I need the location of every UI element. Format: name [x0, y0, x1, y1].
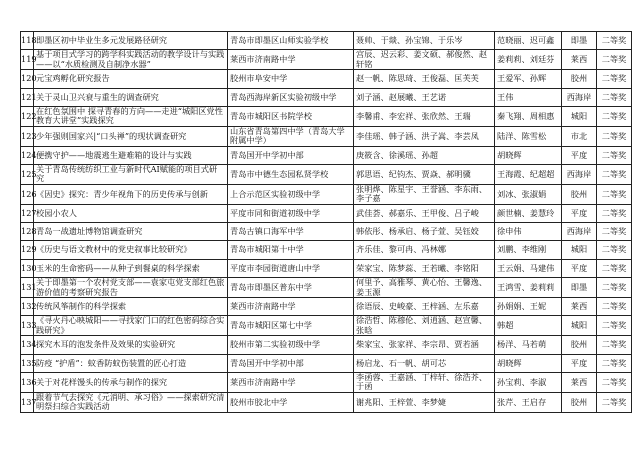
prize-level: 二等奖: [597, 88, 632, 106]
teacher-names: 徐申伟: [495, 223, 562, 241]
table-row: [21, 184, 632, 204]
student-names: 聂帅、于燚、孙宝锦、于乐岑: [354, 32, 495, 50]
project-title: 防疫 “护盾”：蚊香防蚊伤装置的匠心打造: [34, 354, 228, 372]
prize-level: 二等奖: [597, 392, 632, 412]
region-name: 胶州: [562, 336, 597, 354]
prize-level: 二等奖: [597, 126, 632, 146]
student-names: 荣家宝、陈梦蕊、王若曦、李铭阳: [354, 259, 495, 277]
project-title: 《因史》探究：青少年视角下的历史传承与创新: [34, 184, 228, 204]
project-title: 《寻火丹心映城阳——寻找家门口的红色密码综合实践研究》: [34, 316, 228, 336]
prize-level: 二等奖: [597, 204, 632, 222]
prize-level: 二等奖: [597, 241, 632, 259]
project-title: 即墨区初中毕业生多元发展路径研究: [34, 32, 228, 50]
teacher-names: 姜莉莉、刘廷芬: [495, 50, 562, 70]
region-name: 城阳: [562, 106, 597, 126]
prize-level: 二等奖: [597, 106, 632, 126]
table-row: [21, 223, 632, 241]
row-number: 135: [21, 354, 34, 372]
table-row: [21, 372, 632, 392]
prize-level: 二等奖: [597, 223, 632, 241]
table-row: [21, 165, 632, 185]
table-row: [21, 204, 632, 222]
teacher-names: 孙娟娟、王妮: [495, 298, 562, 316]
table-row: [21, 316, 632, 336]
table-row: [21, 146, 632, 164]
project-title: 传统风筝制作的科学探索: [34, 298, 228, 316]
row-number: 133: [21, 316, 34, 336]
teacher-names: 胡晓辉: [495, 354, 562, 372]
prize-level: 二等奖: [597, 316, 632, 336]
student-names: 齐乐佳、黎可冉、冯林娜: [354, 241, 495, 259]
prize-level: 二等奖: [597, 70, 632, 88]
region-name: 莱西: [562, 50, 597, 70]
student-names: 宫辰、迟云彩、姜文硕、郝俊然、赵轩铭: [354, 50, 495, 70]
student-names: 郭思语、纪钧杰、贾焱、郝明骥: [354, 165, 495, 185]
region-name: 城阳: [562, 316, 597, 336]
row-number: 123: [21, 126, 34, 146]
school-name: 莱西市济南路中学: [228, 372, 354, 392]
table-row: [21, 32, 632, 50]
project-title: 玉米的生命密码——从种子到餐桌的科学探索: [34, 259, 228, 277]
student-names: 李馨甫、李宏祥、张欣然、王瑞: [354, 106, 495, 126]
project-title: 关于对花样馒头的传承与制作的探究: [34, 372, 228, 392]
student-names: 柴家宝、张家祥、李宗昂、贾若涵: [354, 336, 495, 354]
row-number: 137: [21, 392, 34, 412]
row-number: 126: [21, 184, 34, 204]
table-row: [21, 259, 632, 277]
teacher-names: 杨洋、马若萌: [495, 336, 562, 354]
prize-level: 二等奖: [597, 146, 632, 164]
region-name: 平度: [562, 354, 597, 372]
student-names: 李函蓉、王嘉涵、丁梓轩、徐浩芥、于函: [354, 372, 495, 392]
table-row: [21, 70, 632, 88]
region-name: 平度: [562, 204, 597, 222]
school-name: 青岛国开中学初中部: [228, 354, 354, 372]
region-name: 胶州: [562, 70, 597, 88]
student-names: 武佳荟、郝嘉乐、王甲俊、吕子峻: [354, 204, 495, 222]
project-title: 关于青岛传统纺织工业与新时代AI赋能的项目式研究: [34, 165, 228, 185]
row-number: 134: [21, 336, 34, 354]
region-name: 西海岸: [562, 223, 597, 241]
row-number: 130: [21, 259, 34, 277]
project-title: 青岛一战遗址博物馆调查研究: [34, 223, 228, 241]
teacher-names: 刘鹏、李维刚: [495, 241, 562, 259]
project-title: 探究木耳的泡发条件及效果的实验研究: [34, 336, 228, 354]
row-number: 132: [21, 298, 34, 316]
row-number: 127: [21, 204, 34, 222]
school-name: 青岛古镇口海军中学: [228, 223, 354, 241]
row-number: 120: [21, 70, 34, 88]
school-name: 青岛市中德生态园私贤学校: [228, 165, 354, 185]
project-title: 跟着节气去探究《元消明、承习俗》——探索研究清明祭扫综合实践活动: [34, 392, 228, 412]
school-name: 莱西市济南路中学: [228, 50, 354, 70]
table-row: [21, 392, 632, 412]
row-number: 124: [21, 146, 34, 164]
region-name: 西海岸: [562, 165, 597, 185]
project-title: 便携守护——地震逃生避难箱的设计与实践: [34, 146, 228, 164]
region-name: 即墨: [562, 278, 597, 298]
region-name: 即墨: [562, 32, 597, 50]
student-names: 李佳瑶、韩子涵、洪子嵩、李芸凤: [354, 126, 495, 146]
school-name: 平度市李园街道唐山中学: [228, 259, 354, 277]
prize-level: 二等奖: [597, 278, 632, 298]
student-names: 庚筱含、徐溪瑶、孙超: [354, 146, 495, 164]
teacher-names: 孙宝莉、李淑: [495, 372, 562, 392]
row-number: 136: [21, 372, 34, 392]
school-name: 青岛市即墨区普东中学: [228, 278, 354, 298]
school-name: 青岛市即墨区山师实验学校: [228, 32, 354, 50]
project-title: 关于即墨第一个农村党支部——袁家屯党支部红色旅游价值的考察研究报告: [34, 278, 228, 298]
school-name: 青岛西海岸新区实验初级中学: [228, 88, 354, 106]
table-row: [21, 126, 632, 146]
school-name: 胶州市阜安中学: [228, 70, 354, 88]
teacher-names: 王鸿雪、姜莉莉: [495, 278, 562, 298]
prize-level: 二等奖: [597, 184, 632, 204]
student-names: 何里予、高雅琴、黄心怡、王馨逸、姜玉源: [354, 278, 495, 298]
student-names: 徐语辰、史峻豪、王梓涵、左乐嘉: [354, 298, 495, 316]
region-name: 胶州: [562, 392, 597, 412]
row-number: 128: [21, 223, 34, 241]
prize-level: 二等奖: [597, 259, 632, 277]
region-name: 胶州: [562, 184, 597, 204]
row-number: 129: [21, 241, 34, 259]
teacher-names: 刘冰、张淑娟: [495, 184, 562, 204]
prize-level: 二等奖: [597, 372, 632, 392]
project-title: 校园小农人: [34, 204, 228, 222]
region-name: 城阳: [562, 241, 597, 259]
teacher-names: 秦飞翔、周相惠: [495, 106, 562, 126]
project-title: 元宝鸡孵化研究报告: [34, 70, 228, 88]
student-names: 刘子涵、赵展曦、王艺诺: [354, 88, 495, 106]
table-row: [21, 50, 632, 70]
school-name: 上合示范区实验初级中学: [228, 184, 354, 204]
table-row: [21, 106, 632, 126]
prize-level: 二等奖: [597, 50, 632, 70]
student-names: 张明烨、陈星宇、王誉涵、李东雨、李子嘉: [354, 184, 495, 204]
student-names: 韩依彤、杨承启、杨子萱、吴钰姣: [354, 223, 495, 241]
teacher-names: 张芹、王启存: [495, 392, 562, 412]
project-title: 在红色氛围中 探寻青春的方向——走进“城阳区党性教育大讲堂”实践探究: [34, 106, 228, 126]
page-bottom-margin: [0, 440, 640, 452]
row-number: 131: [21, 278, 34, 298]
region-name: 西海岸: [562, 88, 597, 106]
student-names: 赵一帆、陈思琦、王俊磊、匡芙芙: [354, 70, 495, 88]
region-name: 莱西: [562, 298, 597, 316]
teacher-names: 王海霞、纪超超: [495, 165, 562, 185]
region-name: 莱西: [562, 372, 597, 392]
teacher-names: 王云娟、马建伟: [495, 259, 562, 277]
school-name: 胶州市第二实验初级中学: [228, 336, 354, 354]
school-name: 胶州市胶北中学: [228, 392, 354, 412]
school-name: 青岛国开中学初中部: [228, 146, 354, 164]
prize-level: 二等奖: [597, 298, 632, 316]
row-number: 119: [21, 50, 34, 70]
project-title: 少年强则国家兴|“口头禅”的现状调查研究: [34, 126, 228, 146]
table-row: [21, 241, 632, 259]
prize-level: 二等奖: [597, 32, 632, 50]
teacher-names: 王爱军、孙辉: [495, 70, 562, 88]
student-names: 杨启龙、石一帆、胡可芯: [354, 354, 495, 372]
row-number: 118: [21, 32, 34, 50]
region-name: 市北: [562, 126, 597, 146]
school-name: 青岛市城阳第十中学: [228, 241, 354, 259]
prize-level: 二等奖: [597, 165, 632, 185]
school-name: 青岛市城阳区第七中学: [228, 316, 354, 336]
region-name: 平度: [562, 146, 597, 164]
school-name: 莱西市济南路中学: [228, 298, 354, 316]
row-number: 121: [21, 88, 34, 106]
teacher-names: 胡晓辉: [495, 146, 562, 164]
table-row: [21, 88, 632, 106]
row-number: 125: [21, 165, 34, 185]
teacher-names: 范晓丽、迟可鑫: [495, 32, 562, 50]
teacher-names: 王伟: [495, 88, 562, 106]
table-row: [21, 298, 632, 316]
school-name: 青岛市城阳区书院学校: [228, 106, 354, 126]
awards-table: [20, 31, 632, 413]
row-number: 122: [21, 106, 34, 126]
prize-level: 二等奖: [597, 354, 632, 372]
table-row: [21, 336, 632, 354]
table-row: [21, 278, 632, 298]
student-names: 徐浩哲、陈穆伦、刘逍涵、赵宣馨、张晗: [354, 316, 495, 336]
awards-table-body: [21, 32, 632, 413]
teacher-names: 陆洋、陈雪松: [495, 126, 562, 146]
table-row: [21, 354, 632, 372]
school-name: 平度市同和街道初级中学: [228, 204, 354, 222]
project-title: 关于灵山卫兴衰与重生的调查研究: [34, 88, 228, 106]
teacher-names: 韩超: [495, 316, 562, 336]
teacher-names: 颜世楠、姜慧玲: [495, 204, 562, 222]
project-title: 《历史与语文教材中的党史叙事比较研究》: [34, 241, 228, 259]
prize-level: 二等奖: [597, 336, 632, 354]
region-name: 平度: [562, 259, 597, 277]
project-title: 基于项目式学习的跨学科实践活动的教学设计与实践——以“水质检测及自制净水器”: [34, 50, 228, 70]
school-name: 山东省青岛第四中学（青岛大学附属中学）: [228, 126, 354, 146]
student-names: 谢兆阳、王梓萱、李梦婕: [354, 392, 495, 412]
